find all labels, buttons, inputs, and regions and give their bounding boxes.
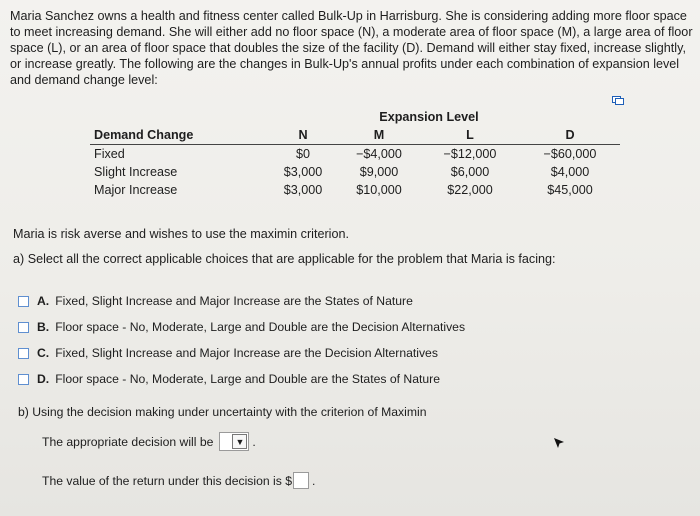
table-cell: −$12,000 [443, 147, 497, 161]
table-cell: $9,000 [359, 165, 399, 179]
decision-label: The appropriate decision will be [42, 434, 214, 449]
table-cell: $3,000 [283, 183, 323, 197]
decision-period: . [252, 434, 256, 449]
table-cell: $22,000 [447, 183, 493, 197]
option-b[interactable] [18, 320, 465, 334]
table-cell: $3,000 [283, 165, 323, 179]
expansion-level-header: Expansion Level [379, 110, 479, 124]
table-cell: $4,000 [550, 165, 590, 179]
row-label: Fixed [94, 147, 125, 161]
column-header-d: D [520, 126, 620, 145]
table-cell: $45,000 [547, 183, 593, 197]
value-period: . [312, 473, 316, 488]
option-d[interactable] [18, 372, 440, 386]
option-a-checkbox[interactable] [18, 296, 29, 307]
decision-dropdown[interactable] [219, 432, 249, 451]
table-row [90, 163, 620, 181]
demand-change-header: Demand Change [90, 126, 268, 145]
option-c-checkbox[interactable] [18, 348, 29, 359]
option-letter: A. [37, 294, 50, 308]
row-label: Major Increase [94, 183, 178, 197]
table-row [90, 181, 620, 199]
table-cell: $10,000 [356, 183, 402, 197]
question-b: b) Using the decision making under uncertainty with the criterion of Maximin [18, 405, 427, 419]
table-cell: −$60,000 [543, 147, 597, 161]
problem-intro: Maria Sanchez owns a health and fitness center called Bulk-Up in Harrisburg. She is considering adding more floor space to meet increasing demand. She will either add no floor space (N), a moderate area of floor space (M), a large area of floor space (L), or an area of floor space that doubles the size of the facility (D). Demand will either stay fixed, increase slightly, or increase greatly. The following are the changes in Bulk-Up's annual profits under each combination of expansion level and demand change level: [10, 9, 693, 87]
option-letter: B. [37, 320, 50, 334]
value-row [42, 472, 315, 489]
return-value-input[interactable] [293, 472, 309, 489]
value-label: The value of the return under this decision is $ [42, 473, 292, 488]
option-text: Fixed, Slight Increase and Major Increase are the States of Nature [55, 294, 413, 308]
option-a[interactable] [18, 294, 413, 308]
criterion-text: Maria is risk averse and wishes to use the maximin criterion. [13, 227, 349, 241]
option-d-checkbox[interactable] [18, 374, 29, 385]
option-text: Floor space - No, Moderate, Large and Double are the States of Nature [55, 372, 440, 386]
column-header-l: L [420, 126, 520, 145]
option-b-checkbox[interactable] [18, 322, 29, 333]
question-a: a) Select all the correct applicable choices that are applicable for the problem that Maria is facing: [13, 252, 556, 266]
copy-table-icon[interactable] [612, 96, 624, 105]
payoff-table [90, 108, 620, 199]
table-cell: $6,000 [450, 165, 490, 179]
option-text: Floor space - No, Moderate, Large and Double are the Decision Alternatives [55, 320, 466, 334]
mouse-pointer-icon [553, 437, 565, 449]
option-letter: C. [37, 346, 50, 360]
row-label: Slight Increase [94, 165, 178, 179]
table-row [90, 145, 620, 164]
column-header-m: M [338, 126, 420, 145]
chevron-down-icon[interactable]: ▼ [232, 434, 247, 449]
column-header-n: N [268, 126, 338, 145]
option-letter: D. [37, 372, 50, 386]
table-cell: $0 [295, 147, 310, 161]
option-text: Fixed, Slight Increase and Major Increase are the Decision Alternatives [55, 346, 438, 360]
table-cell: −$4,000 [356, 147, 402, 161]
decision-row [42, 432, 256, 451]
option-c[interactable] [18, 346, 438, 360]
